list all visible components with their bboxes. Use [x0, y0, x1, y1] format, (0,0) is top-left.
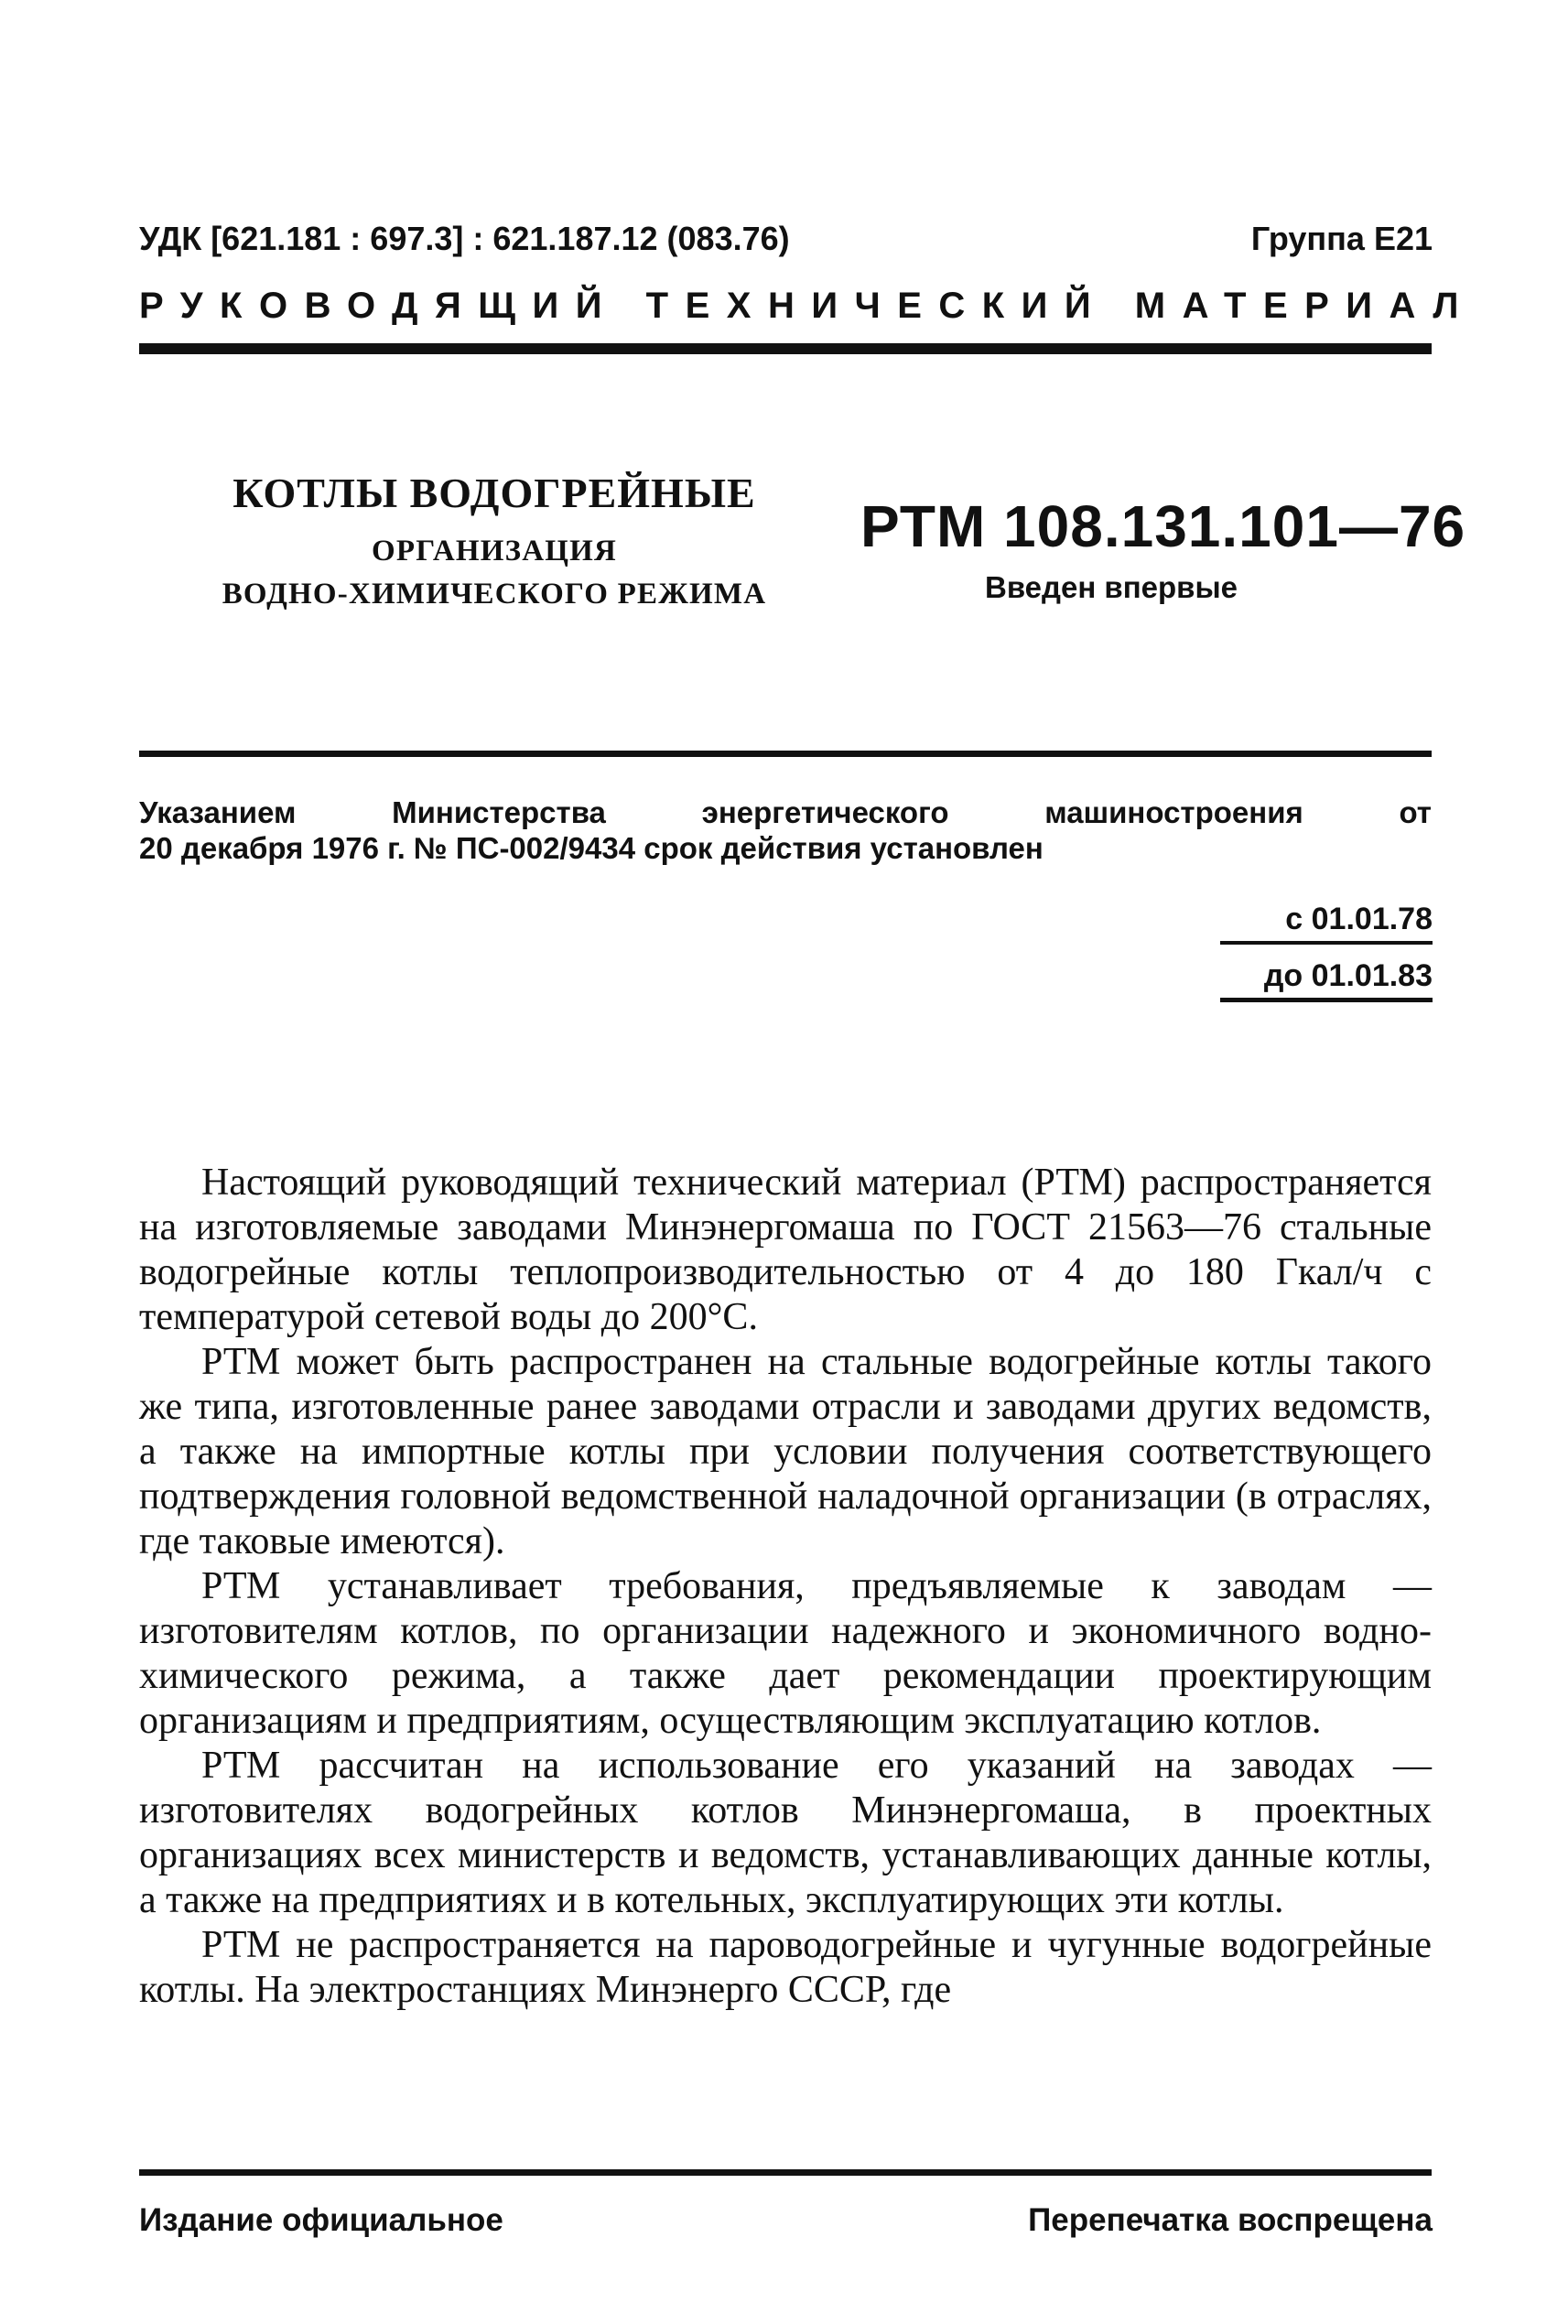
- reprint-note: Перепечатка воспрещена: [1028, 2202, 1433, 2238]
- decree-line-2: 20 декабря 1976 г. № ПС-002/9434 срок действия установлен: [139, 831, 1044, 865]
- valid-to-underline: [1220, 998, 1433, 1002]
- valid-from-date: с 01.01.78: [1285, 902, 1433, 936]
- decree-word: Министерства: [392, 795, 606, 829]
- body-text: [139, 1161, 1432, 2013]
- body-paragraph: РТМ может быть распространен на стальные водогрейные котлы такого же типа, изготовленные ранее заводами отрасли и заводами других ведомств, а также на импортные котлы при условии получения соответствующего подтверждения головной ведомственной наладочной организации (в отраслях, где таковые имеются).: [139, 1341, 1432, 1562]
- footer-divider: [139, 2169, 1432, 2176]
- udk-classification: УДК [621.181 : 697.3] : 621.187.12 (083.76): [139, 220, 790, 257]
- title-divider: [139, 751, 1432, 757]
- header-divider: [139, 343, 1432, 354]
- decree-word: Указанием: [139, 795, 297, 829]
- valid-from-underline: [1220, 941, 1433, 945]
- document-title: КОТЛЫ ВОДОГРЕЙНЫЕ: [232, 470, 756, 516]
- decree-text: [139, 794, 1432, 866]
- group-code: Группа Е21: [1250, 220, 1433, 257]
- body-paragraph: РТМ не распространяется на пароводогрейные и чугунные водогрейные котлы. На электростанциях Минэнерго СССР, где: [139, 1924, 1432, 2011]
- edition-note: Издание официальное: [139, 2202, 503, 2238]
- document-designation: РТМ 108.131.101—76: [860, 493, 1466, 559]
- document-subtitle-line-1: ОРГАНИЗАЦИЯ: [371, 535, 617, 567]
- decree-word: от: [1399, 795, 1432, 829]
- document-subtitle-line-2: ВОДНО-ХИМИЧЕСКОГО РЕЖИМА: [222, 578, 767, 611]
- body-paragraph: РТМ устанавливает требования, предъявляемые к заводам — изготовителям котлов, по организации надежного и экономичного водно-химического режима, а также дает рекомендации проектирующим организациям и предприятиям, осуществляющим эксплуатацию котлов.: [139, 1565, 1432, 1742]
- valid-to-date: до 01.01.83: [1263, 958, 1433, 993]
- body-paragraph: РТМ рассчитан на использование его указаний на заводах — изготовителях водогрейных котлов Минэнергомаша, в проектных организациях всех министерств и ведомств, устанавливающих данные котлы, а также на предприятиях и в котельных, эксплуатирующих эти котлы.: [139, 1745, 1432, 1921]
- introduced-note: Введен впервые: [985, 570, 1238, 604]
- decree-word: энергетического: [701, 795, 949, 829]
- decree-line-1: [139, 794, 1432, 830]
- decree-word: машиностроения: [1044, 795, 1303, 829]
- body-paragraph: Настоящий руководящий технический материал (РТМ) распространяется на изготовляемые заводами Минэнергомаша по ГОСТ 21563—76 стальные водогрейные котлы теплопроизводительностью от 4 до 180 Гкал/ч с температурой сетевой воды до 200°С.: [139, 1162, 1432, 1338]
- document-series: РУКОВОДЯЩИЙ ТЕХНИЧЕСКИЙ МАТЕРИАЛ: [139, 286, 1476, 326]
- title-block: [183, 469, 806, 616]
